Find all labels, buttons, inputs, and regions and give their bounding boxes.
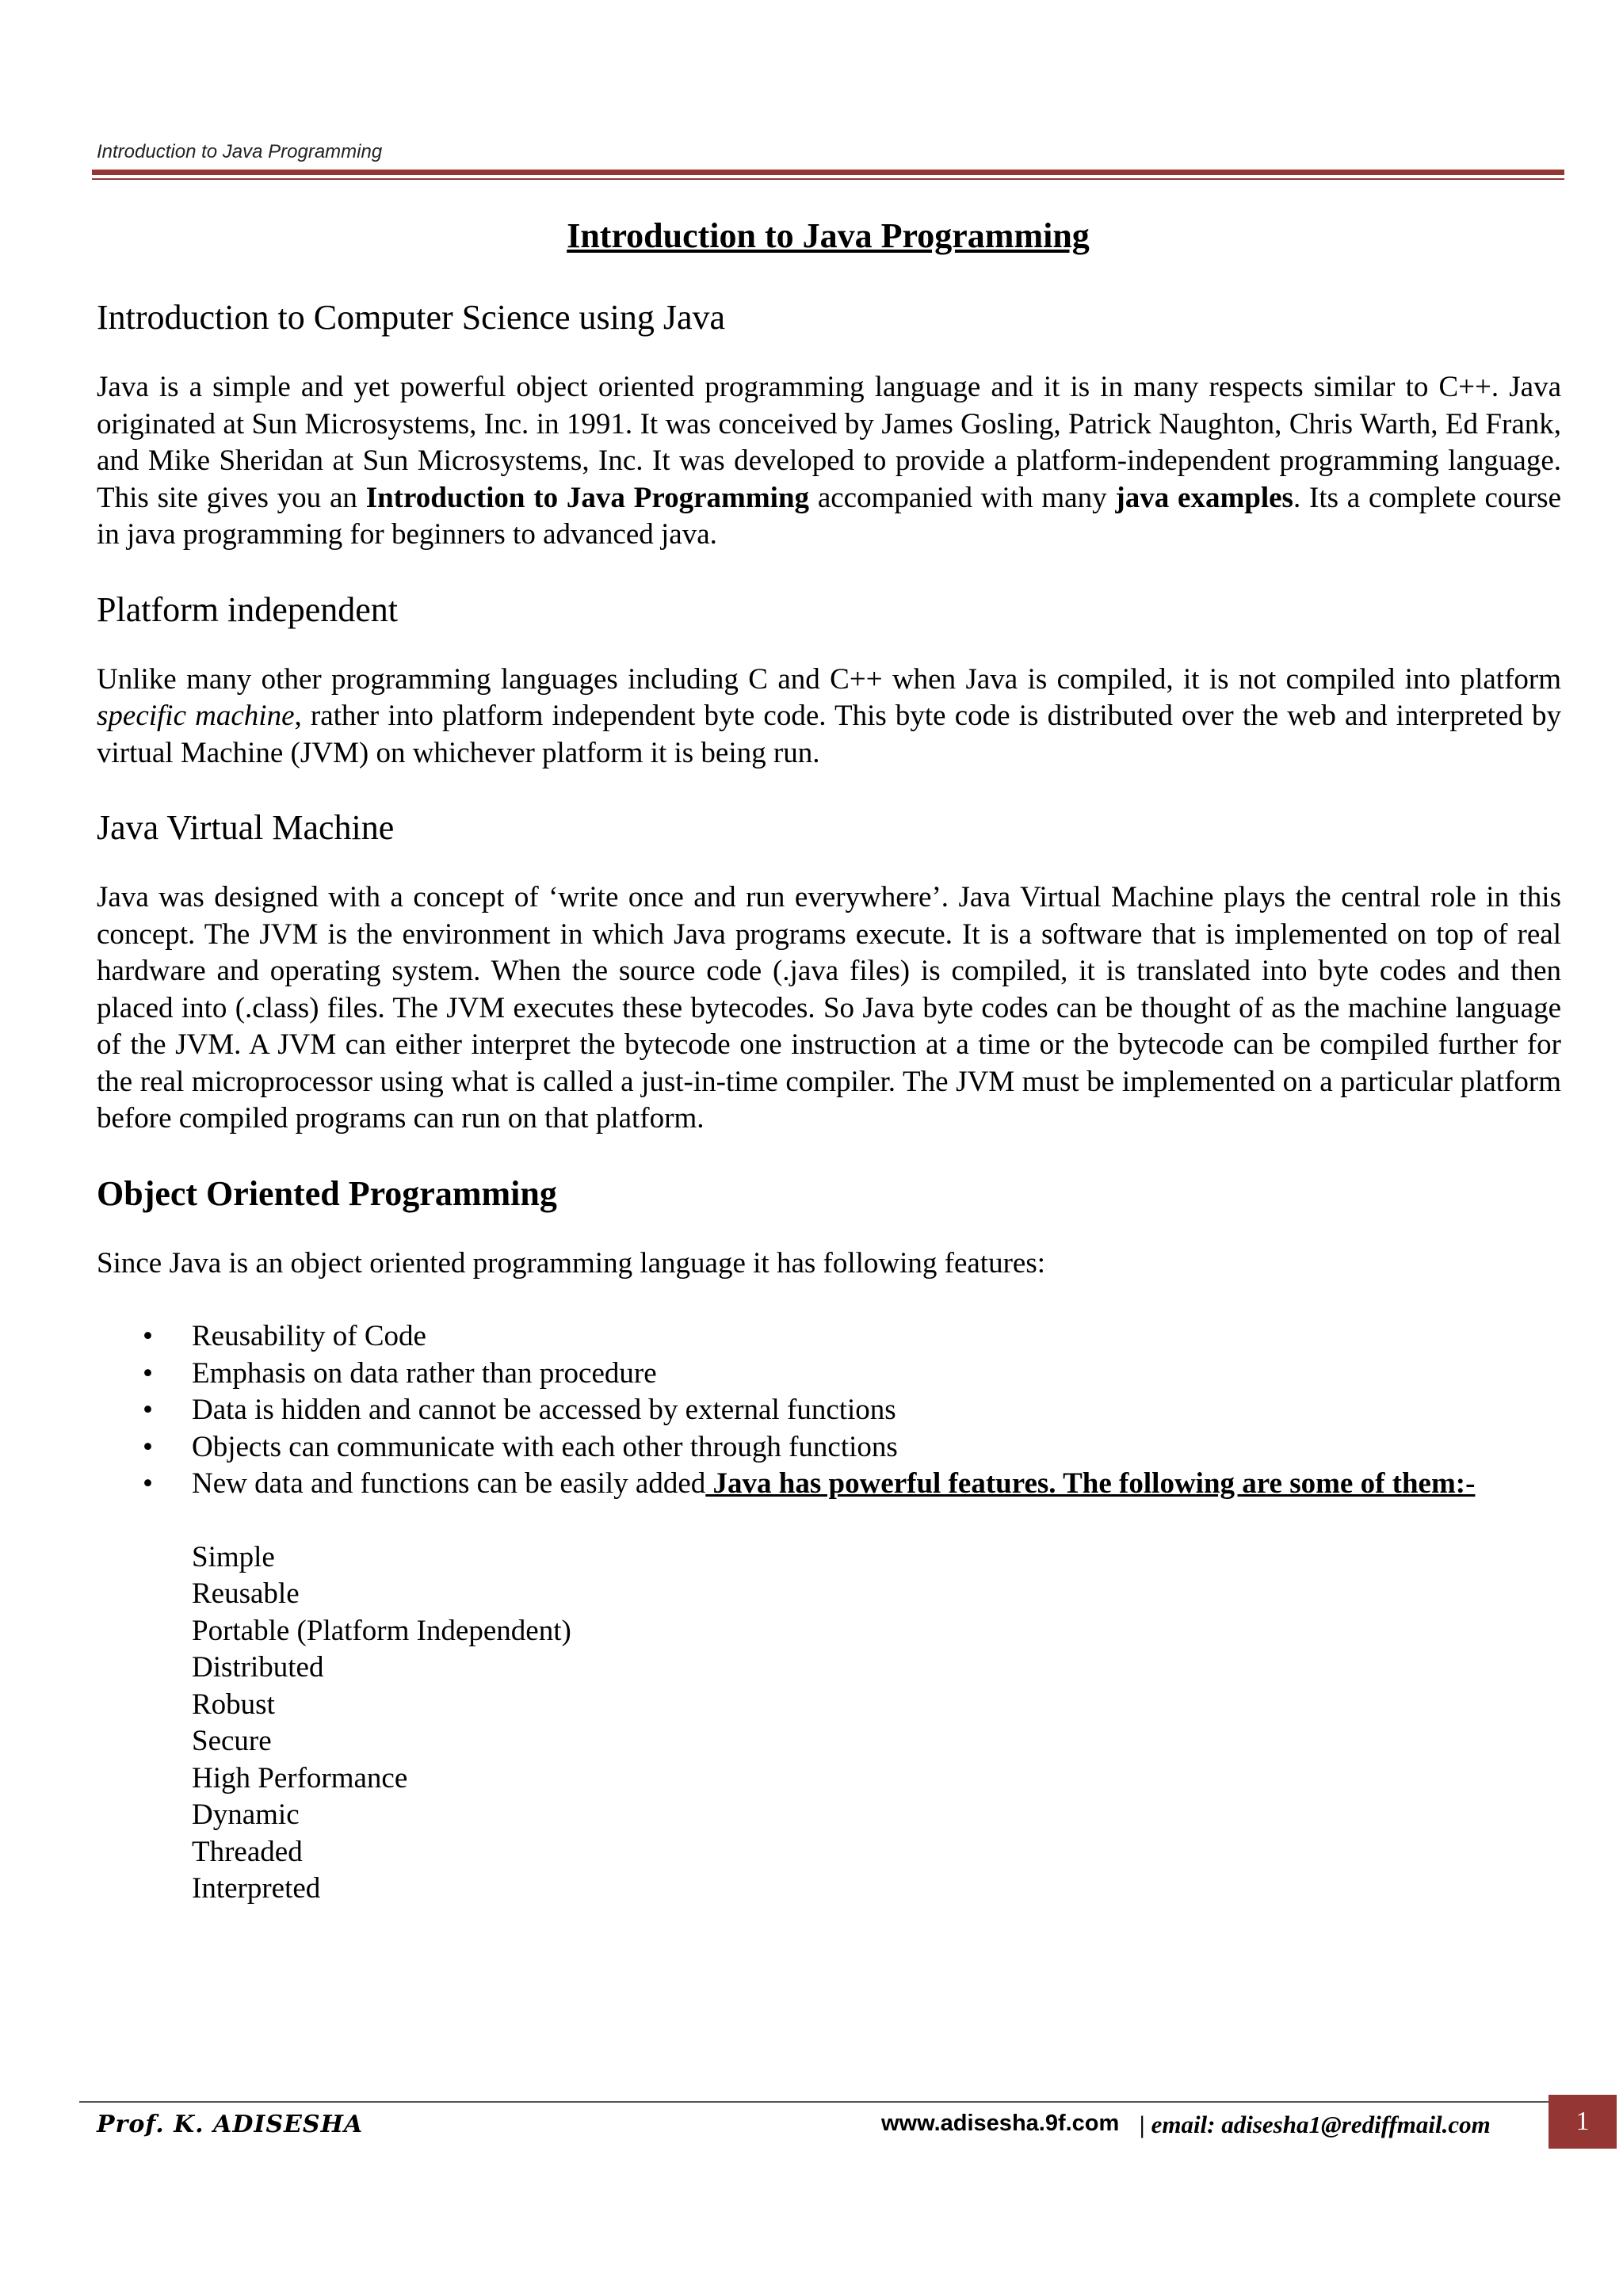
bullet-icon: •: [143, 1430, 153, 1463]
bullet-icon: •: [143, 1467, 153, 1500]
list-item: Simple: [192, 1540, 275, 1573]
section-heading-intro: Introduction to Computer Science using Java: [97, 298, 726, 337]
bold-phrase-intro-java: Introduction to Java Programming: [365, 481, 810, 514]
footer-website: www.adisesha.9f.com: [881, 2111, 1120, 2136]
footer-email: | email: adisesha1@rediffmail.com: [1140, 2111, 1491, 2138]
page-number: 1: [1549, 2095, 1617, 2149]
bold-phrase-java-examples: java examples: [1115, 481, 1293, 514]
list-item: Dynamic: [192, 1798, 300, 1831]
list-item: Distributed: [192, 1651, 324, 1684]
java-features-list: [97, 1539, 1561, 1908]
list-item: High Performance: [192, 1761, 408, 1794]
bullet-icon: •: [143, 1394, 153, 1426]
list-item: Portable (Platform Independent): [192, 1614, 571, 1647]
list-item: Reusable: [192, 1577, 300, 1610]
header-rule-thick: [92, 170, 1564, 175]
footer-author: Prof. K. ADISESHA: [97, 2111, 364, 2138]
paragraph-platform: Unlike many other programming languages including C and C++ when Java is compiled, it is not compiled into platform specific machine, rather into platform independent byte code. This byte code is distributed over the web and interpreted by virtual Machine (JVM) on whichever platform it is being run.: [97, 662, 1561, 769]
paragraph-jvm: Java was designed with a concept of ‘write once and run everywhere’. Java Virtual Machine plays the central role in this concept. The JVM is the environment in which Java programs execute. It is a software that is implemented on top of real hardware and operating system. When the source code (.java files) is compiled, it is translated into byte codes and then placed into (.class) files. The JVM executes these bytecodes. So Java byte codes can be thought of as the machine language of the JVM. A JVM can either interpret the bytecode one instruction at a time or the bytecode can be compiled further for the real microprocessor using what is called a just-in-time compiler. The JVM must be implemented on a particular platform before compiled programs can run on that platform.: [97, 881, 1561, 1135]
section-heading-jvm: Java Virtual Machine: [97, 808, 395, 847]
section-heading-platform: Platform independent: [97, 589, 399, 629]
document-body: [97, 293, 1561, 1908]
list-item: • Data is hidden and cannot be accessed by external functions: [97, 1392, 1561, 1429]
italic-phrase-specific-machine: specific machine: [97, 700, 295, 732]
footer-rule: [79, 2101, 1553, 2103]
bullet-icon: •: [143, 1320, 153, 1352]
list-item: • Objects can communicate with each other through functions: [97, 1429, 1561, 1466]
list-item: Secure: [192, 1725, 272, 1757]
header-rule-thin: [92, 178, 1564, 180]
running-header-title: Introduction to Java Programming: [97, 141, 383, 162]
page-title: Introduction to Java Programming: [567, 216, 1090, 255]
section-heading-oop: Object Oriented Programming: [97, 1173, 557, 1213]
list-item: Threaded: [192, 1835, 303, 1868]
features-heading: Java has powerful features. The following are some of them:-: [705, 1467, 1476, 1500]
list-item: • New data and functions can be easily added Java has powerful features. The following are some of them:-: [97, 1466, 1561, 1503]
paragraph-oop-intro: Since Java is an object oriented programming language it has following features:: [97, 1246, 1046, 1280]
list-item: Interpreted: [192, 1872, 321, 1905]
list-item: • Emphasis on data rather than procedure: [97, 1356, 1561, 1393]
oop-feature-list: [97, 1318, 1561, 1503]
list-item: Robust: [192, 1688, 275, 1721]
bullet-icon: •: [143, 1356, 153, 1390]
list-item: • Reusability of Code: [97, 1318, 1561, 1356]
paragraph-intro: Java is a simple and yet powerful object oriented programming language and it is in many respects similar to C++. Java originated at Sun Microsystems, Inc. in 1991. It was conceived by James Gosling, Patrick Naughton, Chris Warth, Ed Frank, and Mike Sheridan at Sun Microsystems, Inc. It was developed to provide a platform-independent programming language. This site gives you an Introduction to Java Programming accompanied with many java examples. Its a complete course in java programming for beginners to advanced java.: [97, 371, 1562, 551]
